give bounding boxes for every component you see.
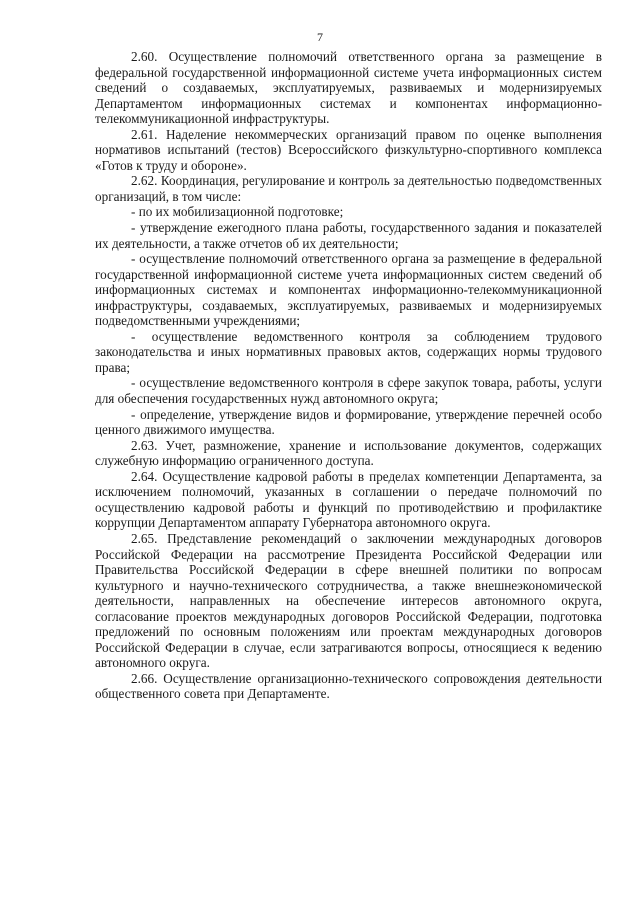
paragraph-2-65: 2.65. Представление рекомендаций о заключении международных договоров Российской Федерации на рассмотрение Президента Российской Федерации или Правительства Российской Федерации в сфере внешней политики по вопросам культурного и научно-технического сотрудничества, а также внешнеэкономической деятельности, направленных на обеспечение интересов автономного округа, согласование проектов международных договоров Российской Федерации, подготовка предложений по основным положениям или проектам международных договоров Российской Федерации в случае, если затрагиваются вопросы, относящиеся к ведению автономного округа. xyxy=(95,530,602,671)
paragraph-2-61: 2.61. Наделение некоммерческих организаций правом по оценке выполнения нормативов испытаний (тестов) Всероссийского физкультурно-спортивного комплекса «Готов к труду и обороне». xyxy=(95,126,602,173)
paragraph-2-60: 2.60. Осуществление полномочий ответственного органа за размещение в федеральной государственной информационной системе учета информационных систем сведений о создаваемых, эксплуатируемых, развиваемых и модернизируемых Департаментом информационных системах и компонентах информационно-телекоммуникационной инфраструктуры. xyxy=(95,49,602,127)
list-item-mobilization: - по их мобилизационной подготовке; xyxy=(131,204,344,220)
list-item-valuable-property: - определение, утверждение видов и формирование, утверждение перечней особо ценного движимого имущества. xyxy=(95,406,602,438)
paragraph-2-63: 2.63. Учет, размножение, хранение и использование документов, содержащих служебную информацию ограниченного доступа. xyxy=(95,437,602,469)
list-item-procurement-control: - осуществление ведомственного контроля в сфере закупок товара, работы, услуги для обеспечения государственных нужд автономного округа; xyxy=(95,375,602,407)
document-body xyxy=(95,49,602,702)
paragraph-2-62: 2.62. Координация, регулирование и контроль за деятельностью подведомственных организаций, в том числе: xyxy=(95,173,602,204)
paragraph-2-66: 2.66. Осуществление организационно-технического сопровождения деятельности общественного совета при Департаменте. xyxy=(95,670,602,702)
paragraph-2-64: 2.64. Осуществление кадровой работы в пределах компетенции Департамента, за исключением полномочий, указанных в соглашении о передаче полномочий по осуществлению кадровой работы и функций по противодействию и профилактике коррупции Департаментом аппарату Губернатора автономного округа. xyxy=(95,468,602,531)
list-item-labor-control: - осуществление ведомственного контроля за соблюдением трудового законодательства и иных нормативных правовых актов, содержащих нормы трудового права; xyxy=(95,328,602,375)
page-number: 7 xyxy=(317,30,323,44)
list-item-info-systems: - осуществление полномочий ответственного органа за размещение в федеральной государственной информационной системе учета информационных систем сведений об информационных системах и компонентах информационно-телекоммуникационной инфраструктуры, создаваемых, эксплуатируемых, развиваемых и модернизируемых подведомственными учреждениями; xyxy=(95,251,602,329)
list-item-annual-plan: - утверждение ежегодного плана работы, государственного задания и показателей их деятельности, а также отчетов об их деятельности; xyxy=(95,220,602,251)
